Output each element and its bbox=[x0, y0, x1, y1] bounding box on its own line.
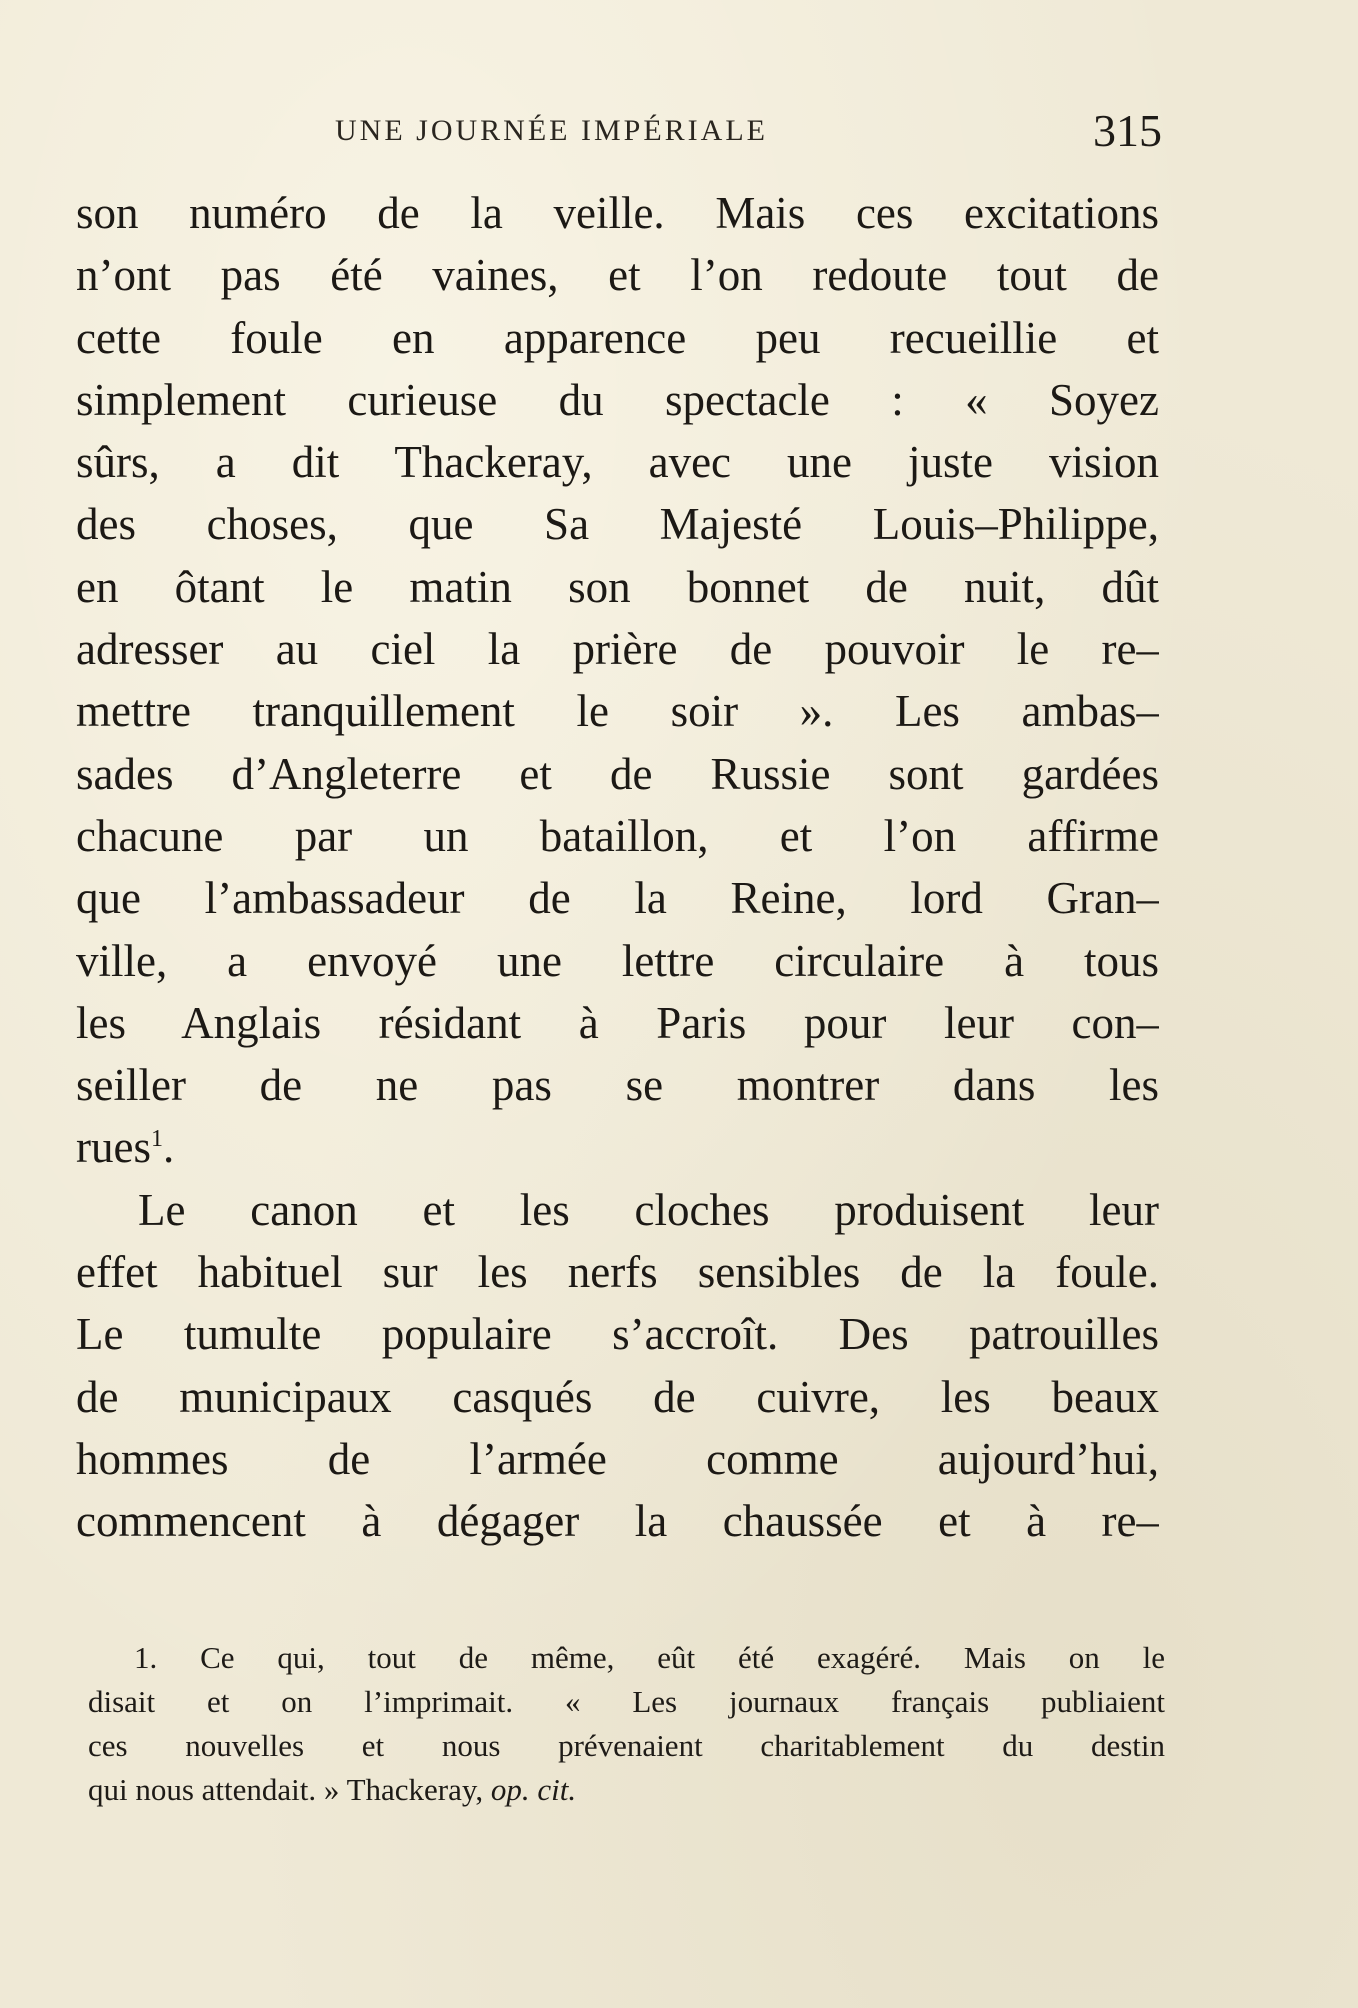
text-line: de municipaux casqués de cuivre, les beaux bbox=[76, 1371, 1159, 1422]
text-line: que l’ambassadeur de la Reine, lord Gran– bbox=[76, 873, 1159, 924]
footnote-reference[interactable]: 1 bbox=[150, 1126, 163, 1153]
text-line: cette foule en apparence peu recueillie et bbox=[76, 312, 1159, 363]
text-line: mettre tranquillement le soir ». Les ambas– bbox=[76, 686, 1159, 737]
footnote-citation: op. cit. bbox=[490, 1772, 577, 1807]
footnote-number: 1. bbox=[134, 1640, 158, 1675]
text-line: effet habituel sur les nerfs sensibles de la foule. bbox=[76, 1247, 1159, 1298]
text-line: ville, a envoyé une lettre circulaire à tous bbox=[76, 935, 1159, 986]
text-line: adresser au ciel la prière de pouvoir le re– bbox=[76, 624, 1159, 675]
text-line: n’ont pas été vaines, et l’on redoute tout de bbox=[76, 250, 1159, 301]
text-line: seiller de ne pas se montrer dans les bbox=[76, 1060, 1159, 1111]
text-line: en ôtant le matin son bonnet de nuit, dût bbox=[76, 561, 1159, 612]
text-line: son numéro de la veille. Mais ces excitations bbox=[76, 188, 1159, 238]
paragraph-end-word: rues bbox=[76, 1122, 151, 1173]
footnote-line: ces nouvelles et nous prévenaient charitablement du destin bbox=[88, 1728, 1165, 1763]
text-line: sades d’Angleterre et de Russie sont gardées bbox=[76, 748, 1159, 799]
footnote-line: disait et on l’imprimait. « Les journaux français publiaient bbox=[88, 1684, 1165, 1719]
text-line: commencent à dégager la chaussée et à re– bbox=[76, 1496, 1159, 1547]
footnotes bbox=[88, 1636, 1165, 1812]
text-line-last bbox=[76, 1116, 1159, 1178]
text-line: les Anglais résidant à Paris pour leur con– bbox=[76, 997, 1159, 1048]
paragraph-end-punctuation: . bbox=[162, 1122, 175, 1173]
body-text bbox=[76, 182, 1159, 1553]
page-number: 315 bbox=[1093, 105, 1162, 156]
text-line: sûrs, a dit Thackeray, avec une juste vision bbox=[76, 437, 1159, 488]
footnote-text: Ce qui, tout de même, eût été exagéré. Mais on le bbox=[200, 1640, 1165, 1675]
footnote-line-last bbox=[88, 1768, 1165, 1812]
text-line: simplement curieuse du spectacle : « Soyez bbox=[76, 374, 1159, 425]
running-title: UNE JOURNÉE IMPÉRIALE bbox=[335, 114, 768, 147]
text-line: Le canon et les cloches produisent leur bbox=[138, 1184, 1159, 1235]
running-head bbox=[70, 104, 1160, 164]
footnote-text: qui nous attendait. » Thackeray, bbox=[88, 1772, 484, 1807]
text-line: chacune par un bataillon, et l’on affirme bbox=[76, 810, 1159, 861]
footnote-line bbox=[88, 1636, 1165, 1680]
text-line: des choses, que Sa Majesté Louis–Philippe, bbox=[76, 499, 1159, 550]
text-line: Le tumulte populaire s’accroît. Des patrouilles bbox=[76, 1309, 1159, 1360]
text-line: hommes de l’armée comme aujourd’hui, bbox=[76, 1433, 1159, 1484]
